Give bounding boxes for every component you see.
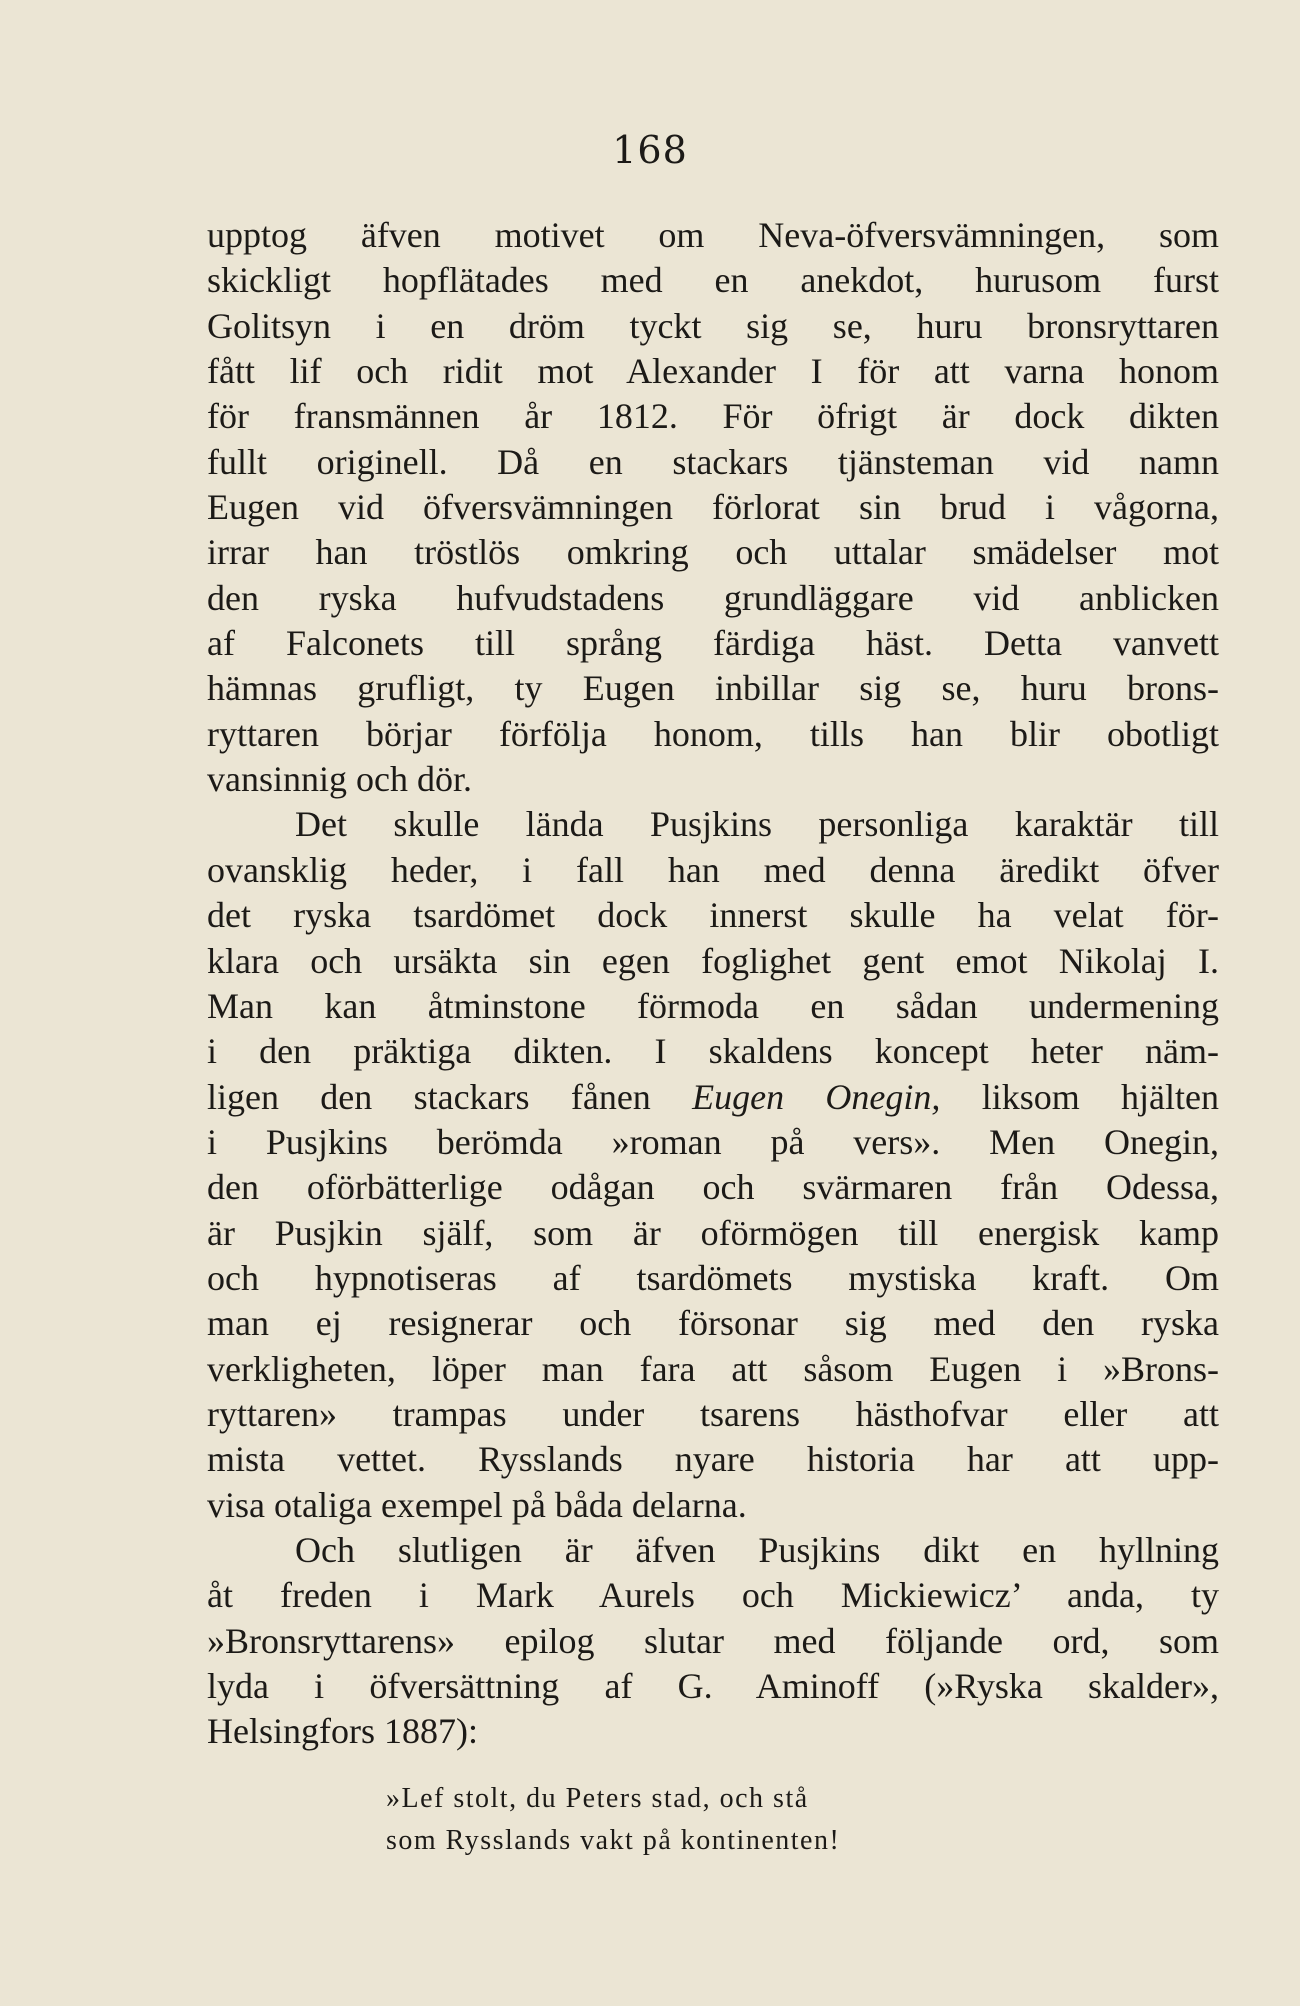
paragraph-start-line: Och slutligen är äfven Pusjkins dikt en hyllning <box>295 1529 1219 1570</box>
text-line: det ryska tsardömet dock innerst skulle ha velat för- <box>207 895 1219 936</box>
text-line: fått lif och ridit mot Alexander I för att varna honom <box>207 351 1219 392</box>
poem-line: »Lef stolt, du Peters stad, och stå <box>386 1783 809 1814</box>
text-line: är Pusjkin själf, som är oförmögen till energisk kamp <box>207 1212 1219 1253</box>
text-line: verkligheten, löper man fara att såsom Eugen i »Brons- <box>207 1348 1219 1389</box>
text-line: och hypnotiseras af tsardömets mystiska kraft. Om <box>207 1257 1219 1298</box>
text-line-with-italic <box>207 1075 1219 1120</box>
text-line: åt freden i Mark Aurels och Mickiewicz’ anda, ty <box>207 1575 1219 1616</box>
text-line: Eugen vid öfversvämningen förlorat sin brud i vågorna, <box>207 487 1219 528</box>
text-line: mista vettet. Rysslands nyare historia har att upp- <box>207 1439 1219 1480</box>
body-text <box>207 213 1219 1755</box>
text-line: hämnas grufligt, ty Eugen inbillar sig se, huru brons- <box>207 668 1219 709</box>
italic-title: Eugen Onegin, <box>692 1076 941 1117</box>
text-line: den ryska hufvudstadens grundläggare vid anblicken <box>207 577 1219 618</box>
text-line: af Falconets till språng färdiga häst. Detta vanvett <box>207 623 1219 664</box>
text-segment: ligen den stackars fånen <box>207 1076 651 1117</box>
text-line: ryttaren börjar förfölja honom, tills han blir obotligt <box>207 713 1219 754</box>
text-line: man ej resignerar och försonar sig med den ryska <box>207 1303 1219 1344</box>
text-line: visa otaliga exempel på båda delarna. <box>207 1484 747 1525</box>
paragraph-start-line: Det skulle lända Pusjkins personliga karaktär till <box>295 804 1219 845</box>
text-line: i Pusjkins berömda »roman på vers». Men Onegin, <box>207 1121 1219 1162</box>
text-line: den oförbätterlige odågan och svärmaren från Odessa, <box>207 1167 1219 1208</box>
poem-quote <box>386 1778 1086 1862</box>
text-line: »Bronsryttarens» epilog slutar med följande ord, som <box>207 1620 1219 1661</box>
text-line: Helsingfors 1887): <box>207 1711 478 1752</box>
text-line: upptog äfven motivet om Neva-öfversvämningen, som <box>207 215 1219 255</box>
text-line: irrar han tröstlös omkring och uttalar smädelser mot <box>207 532 1219 573</box>
text-line: vansinnig och dör. <box>207 759 472 800</box>
page-number: 168 <box>612 128 688 172</box>
text-line: klara och ursäkta sin egen foglighet gent emot Nikolaj I. <box>207 940 1219 981</box>
text-line: ovansklig heder, i fall han med denna äredikt öfver <box>207 849 1219 890</box>
text-line: skickligt hopflätades med en anekdot, hurusom furst <box>207 260 1219 301</box>
text-line: Man kan åtminstone förmoda en sådan undermening <box>207 985 1219 1026</box>
poem-line: som Rysslands vakt på kontinenten! <box>386 1825 841 1856</box>
text-line: lyda i öfversättning af G. Aminoff (»Ryska skalder», <box>207 1666 1219 1706</box>
text-segment: liksom hjälten <box>981 1076 1220 1117</box>
text-line: fullt originell. Då en stackars tjänsteman vid namn <box>207 441 1219 482</box>
text-line: i den präktiga dikten. I skaldens koncept heter näm- <box>207 1031 1219 1072</box>
text-line: Golitsyn i en dröm tyckt sig se, huru bronsryttaren <box>207 305 1219 346</box>
text-line: ryttaren» trampas under tsarens hästhofvar eller att <box>207 1393 1219 1434</box>
text-line: för fransmännen år 1812. För öfrigt är dock dikten <box>207 396 1219 437</box>
